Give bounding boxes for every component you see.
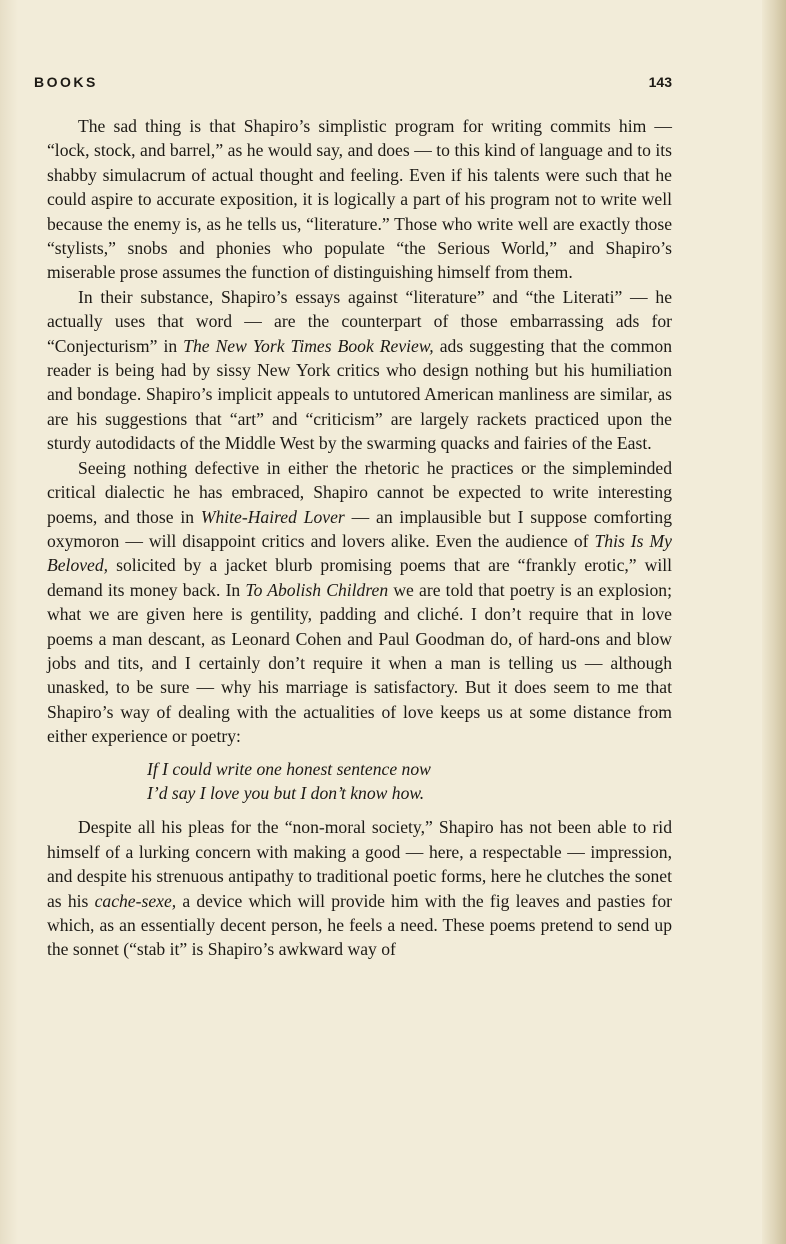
text-run: ads suggesting that the common reader is being had by sissy New York critics who design nothing but his humiliation and bondage. Shapiro’s implicit appeals to untutored American manliness are similar, as are his suggestions that “art” and “criticism” are largely rackets practiced upon the sturdy autodidacts of the Middle West by the swarming quacks and fairies of the East. bbox=[47, 335, 672, 454]
italic-title: This Is My Beloved, bbox=[47, 530, 672, 576]
italic-title: To Abolish Children bbox=[245, 579, 389, 600]
text-run: we are told that poetry is an explosion; what we are given here is gentility, padding and cliché. I don’t require that in love poems a man descant, as Leonard Cohen and Paul Goodman do, of hard-ons and blow jobs and tits, and I certainly don’t require it when a man is telling us — although unasked, to be sure — why his marriage is satisfactory. But it does seem to me that Shapiro’s way of dealing with the actualities of love keeps us at some distance from either experience or poetry: bbox=[47, 579, 672, 747]
text-run: a device which will provide him with the fig leaves and pasties for which, as an essentially decent person, he feels a need. These poems pretend to send up the sonnet (“stab it” is Shapiro’s awkward way of bbox=[47, 890, 672, 960]
paragraph bbox=[47, 114, 672, 285]
article-body bbox=[47, 114, 672, 962]
italic-title: White-Haired Lover bbox=[200, 506, 345, 527]
italic-title: The New York Times Book Review, bbox=[183, 335, 434, 356]
paragraph bbox=[47, 285, 672, 456]
text-run: The sad thing is that Shapiro’s simplistic program for writing commits him — “lock, stock, and barrel,” as he would say, and does — to this kind of language and to its shabby simulacrum of actual thought and feeling. Even if his talents were such that he could aspire to accurate exposition, it is logically a part of his program not to write well because the enemy is, as he tells us, “literature.” Those who write well are exactly those “stylists,” snobs and phonies who populate “the Serious World,” and Shapiro’s miserable prose assumes the function of distinguishing himself from them. bbox=[47, 116, 672, 283]
paragraph bbox=[47, 815, 672, 961]
text-run: In their substance, Shapiro’s essays against “literature” and “the Literati” — he actually uses that word — are the counterpart of those embarrassing ads for “Conjecturism” in bbox=[47, 286, 672, 356]
italic-title: cache-sexe, bbox=[94, 890, 177, 911]
page-number: 143 bbox=[648, 74, 672, 90]
text-run: solicited by a jacket blurb promising poems that are “frankly erotic,” will demand its money back. In bbox=[47, 555, 672, 600]
text-run: Seeing nothing defective in either the rhetoric he practices or the simpleminded critical dialectic he has embraced, Shapiro cannot be expected to write interesting poems, and those in bbox=[47, 457, 672, 527]
section-title: BOOKS bbox=[34, 74, 98, 90]
verse-line: I’d say I love you but I don’t know how. bbox=[147, 782, 425, 803]
page-gutter-shadow bbox=[0, 0, 18, 1244]
verse-quotation bbox=[147, 757, 672, 806]
text-run: — an implausible but I suppose comforting oxymoron — will disappoint critics and lovers alike. Even the audience of bbox=[47, 506, 672, 551]
page-edge bbox=[762, 0, 786, 1244]
text-run: Despite all his pleas for the “non-moral society,” Shapiro has not been able to rid himself of a lurking concern with making a good — here, a respectable — impression, and despite his strenuous antipathy to traditional poetic forms, here he clutches the sonet as his bbox=[47, 817, 672, 911]
running-head bbox=[34, 74, 672, 94]
paragraph bbox=[47, 456, 672, 749]
verse-line: If I could write one honest sentence now bbox=[147, 758, 431, 779]
